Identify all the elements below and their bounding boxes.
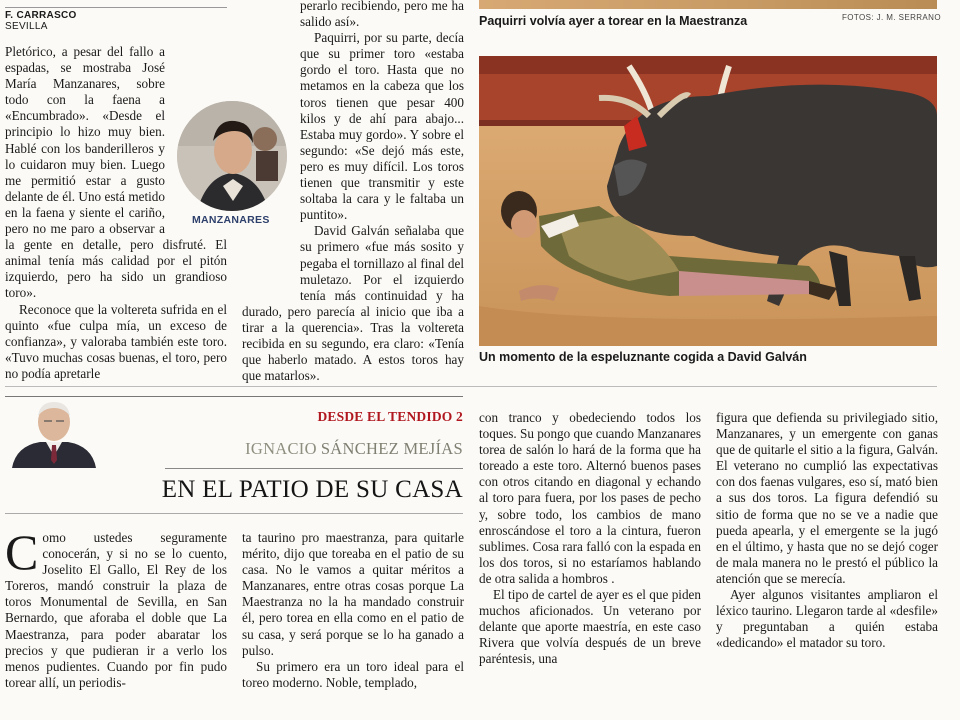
author-last-name: SÁNCHEZ MEJÍAS: [320, 439, 463, 458]
article-paragraph: Paquirri, por su parte, decía que su primer toro «estaba gordo el toro. Hasta que no metamos en la cabeza que los toros tienen que pesar 400 kilos y de ahí para abajo... Estaba muy gordo». Y sobre el segundo: «Se dejó más este, pero es muy difícil. Los toros tienen que transmitir y este soltaba la cara y le faltaba un puntito».: [300, 30, 464, 223]
article-paragraph: David Galván señalaba que su primero «fue más sosito y pegaba el tornillazo al final del muletazo. Por el izquierdo tenía más continuidad y ha durado, pero parecía al inicio que iba a tirar a la querencia». Tras la voltereta recibida en su segundo, era claro: «Tenía que haberlo matado. A estos toros hay que matarlos».: [242, 223, 464, 384]
author-first-name: IGNACIO: [245, 439, 317, 458]
article-bottom-rule: [5, 386, 937, 387]
dropcap: C: [5, 524, 39, 580]
column-body-2: [242, 530, 464, 691]
column-paragraph: Ayer algunos visitantes ampliaron el léxico taurino. Llegaron tarde al «desfile» y preguntaban a quién estaba «dedicando» el matador su toro.: [716, 587, 938, 651]
top-photo-strip: [479, 0, 937, 9]
column-paragraph: El tipo de cartel de ayer es el que piden muchos aficionados. Un veterano por delante que aporte maestría, en este caso Rivera que volvía después de un breve paréntesis, una: [479, 587, 701, 667]
column-author: [245, 439, 463, 459]
byline-name: F. CARRASCO: [5, 10, 77, 21]
top-photo-caption: Paquirri volvía ayer a torear en la Maestranza: [479, 14, 748, 28]
column-body-3: [479, 410, 701, 668]
column-paragraph: omo ustedes seguramente conocerán, y si no se lo cuento, Joselito El Gallo, El Rey de los Toreros, mandó construir la plaza de toros Monumental de Sevilla, en San Bernardo, que aforaba el doble que La Maestranza, para poder abaratar los precios y que pudieran ir a verlo los menos pudientes. Cuando por fin pudo torear allí, un periodis-: [5, 530, 227, 690]
mugshot-label: MANZANARES: [192, 214, 270, 226]
column-headline: EN EL PATIO DE SU CASA: [161, 476, 463, 503]
column-top-rule: [5, 396, 463, 397]
column-section: DESDE EL TENDIDO 2: [317, 409, 463, 424]
column-body-4: [716, 410, 938, 651]
main-photo: [479, 56, 937, 346]
byline-rule: [5, 7, 227, 8]
column-body-1: [5, 524, 227, 691]
column-paragraph: con tranco y obedeciendo todos los toques. Su pongo que cuando Manzanares torea de salón lo hará de la forma que ha toreado a este toro. Alternó buenos pases con otros citando en diagonal y echando al toro para fuera, por los pases de pecho y, sobre todo, los cambios de mano enroscándose el toro a la cintura, fueron sublimes. Cosa rara falló con la espada en los dos toros, si no estaríamos hablando de otra salida a hombros .: [479, 410, 701, 586]
goring-photo: [479, 56, 937, 346]
column-paragraph: ta taurino pro maestranza, para quitarle mérito, dijo que toreaba en el patio de su casa. No le vamos a quitar méritos a Manzanares, entre otras cosas porque La Maestranza no la ha mandado construir él, pero torea en ella como en el patio de su casa, y será porque se lo ha ganado a pulso.: [242, 530, 464, 658]
column-paragraph: Su primero era un toro ideal para el toreo moderno. Noble, templado,: [242, 658, 464, 690]
headline-bottom-rule: [5, 513, 463, 514]
article-column-1: [5, 44, 227, 382]
byline-city: SEVILLA: [5, 21, 48, 32]
article-paragraph: Reconoce que la voltereta sufrida en el quinto «fue culpa mía, un exceso de confianza», y valoraba también este toro. «Tuvo muchas cosas buenas, el toro, pero no podía apretarle: [5, 301, 227, 381]
article-paragraph: perarlo recibiendo, pero me ha salido así».: [300, 0, 464, 30]
author-mugshot: [10, 398, 98, 468]
photo-credit: FOTOS: J. M. SERRANO: [842, 13, 941, 22]
opinion-column: [0, 392, 960, 720]
author-portrait: [10, 398, 98, 468]
main-photo-caption: Un momento de la espeluznante cogida a David Galván: [479, 350, 807, 364]
column-paragraph: figura que defienda su privilegiado sitio, Manzanares, y un emergente con ganas que de quitarle el sitio a la figura, Galván. El veterano no cumplió las expectativas con dos faenas vulgares, eso sí, mató bien a sus dos toros. La figura defendió su sitio de forma que no se ve a nadie que pueda apearla, y el emergente se la jugó en el último, y hasta que no se dejó coger de mala manera no le prestó el público la atención que se merecía.: [716, 410, 938, 586]
mugshot-float: [242, 96, 300, 296]
headline-rule: [165, 468, 463, 469]
byline: [5, 10, 77, 32]
article-column-2: [242, 0, 464, 384]
article-paragraph: Pletórico, a pesar del fallo a espadas, se mostraba José María Manzanares, sobre todo con la faena a «Encumbrado». «Desde el principio lo hizo muy bien. Hablé con los banderilleros y lo cuidaron muy bien. Luego me permitió estar a gusto delante de él. Uno está metido en la faena y siente el cariño, pero no me paro a observar a la gente en detalle, pero disfruté. El animal tenía más calidad por el pitón izquierdo, pero ha sido un grandioso toro».: [5, 44, 227, 301]
